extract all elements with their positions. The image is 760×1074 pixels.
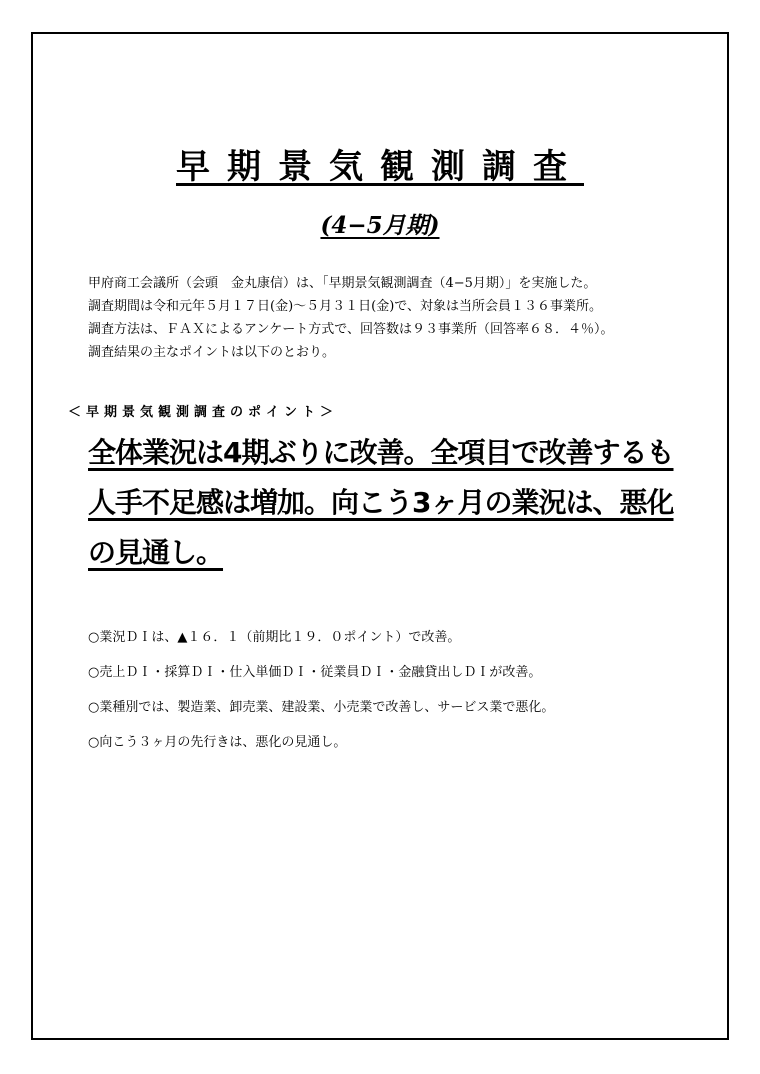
intro-line: 甲府商工会議所（会頭 金丸康信）は、「早期景気観測調査（4−5月期）」を実施した。 <box>88 276 597 291</box>
intro-line: 調査期間は令和元年５月１７日(金)〜５月３１日(金)で、対象は当所会員１３６事業所。 <box>88 299 603 314</box>
intro-section <box>88 272 708 364</box>
bullet-item: ○向こう３ヶ月の先行きは、悪化の見通し。 <box>88 735 347 750</box>
bullet-item: ○売上ＤＩ・採算ＤＩ・仕入単価ＤＩ・従業員ＤＩ・金融貸出しＤＩが改善。 <box>88 665 542 680</box>
intro-line: 調査結果の主なポイントは以下のとおり。 <box>88 345 336 360</box>
document-subtitle <box>0 210 760 242</box>
document-title-text: 早期景気観測調査 <box>176 147 584 187</box>
headline-summary <box>88 428 700 578</box>
headline-text: 全体業況は4期ぶりに改善。全項目で改善するも人手不足感は増加。向こう3ヶ月の業況は、悪化の見通し。 <box>88 436 674 569</box>
points-header: ＜早期景気観測調査のポイント＞ <box>68 405 339 420</box>
document-title <box>0 145 760 189</box>
intro-line: 調査方法は、ＦＡＸによるアンケート方式で、回答数は９３事業所（回答率６８．４％）。 <box>88 322 614 337</box>
bullet-item: ○業種別では、製造業、卸売業、建設業、小売業で改善し、サービス業で悪化。 <box>88 700 555 715</box>
document-subtitle-text: (4−5月期) <box>320 212 440 239</box>
bullet-item: ○業況ＤＩは、▲１６．１（前期比１９．０ポイント）で改善。 <box>88 630 461 645</box>
bullet-list <box>88 620 708 760</box>
